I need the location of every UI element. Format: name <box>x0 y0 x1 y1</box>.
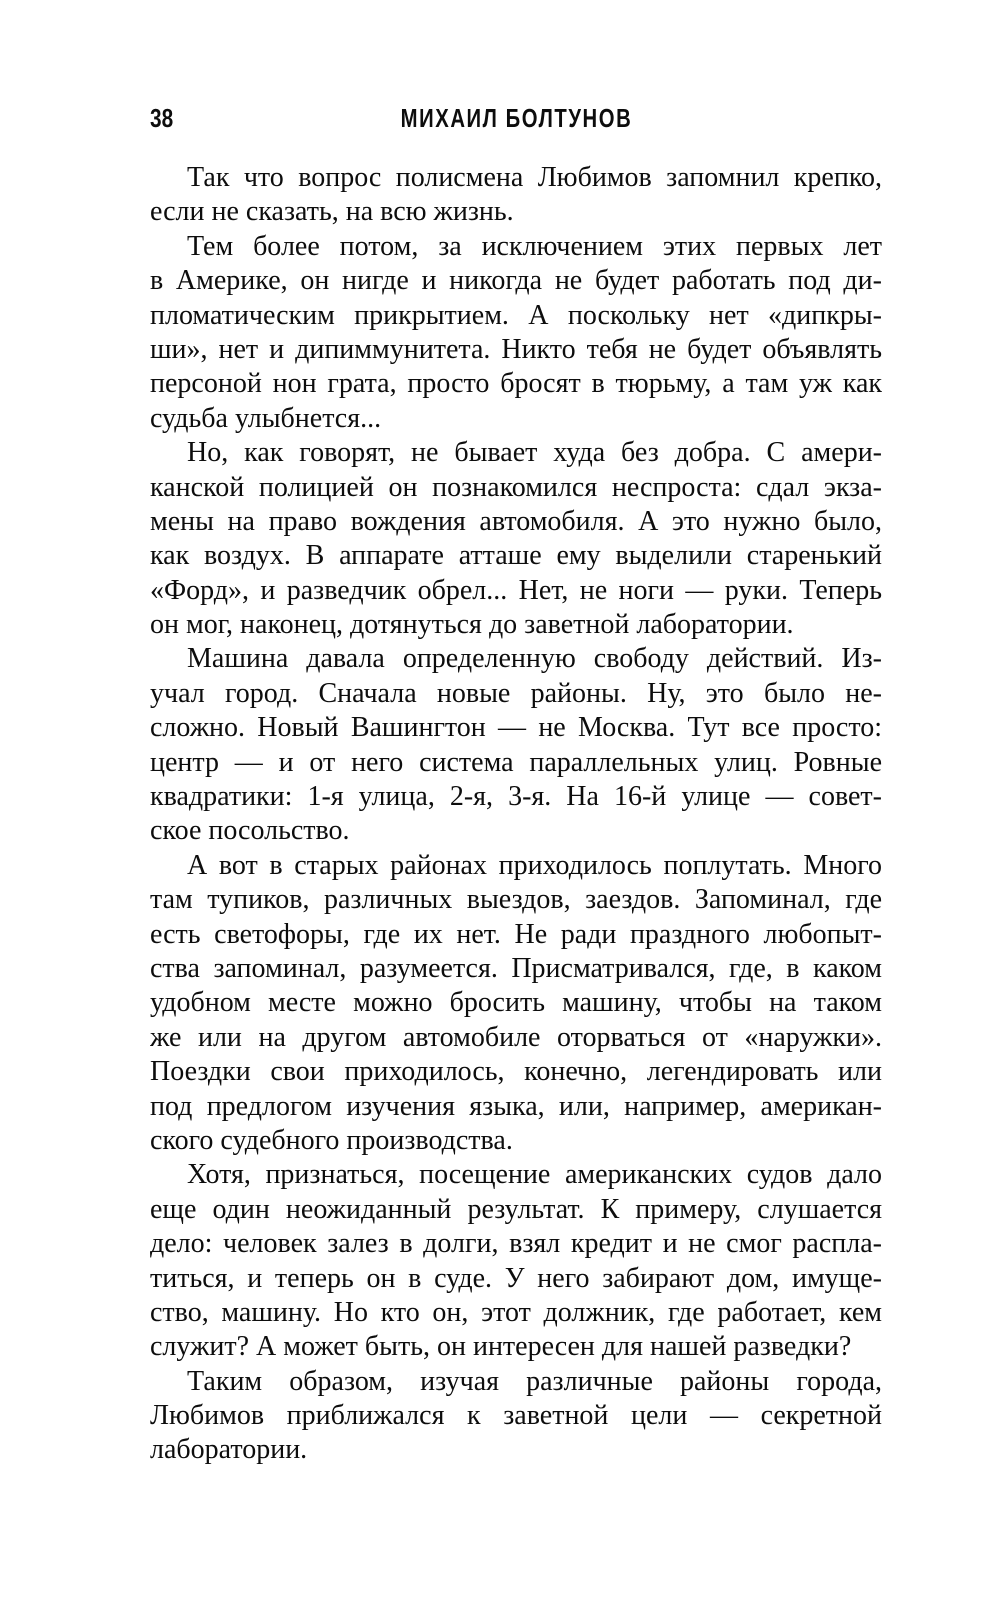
running-title: МИХАИЛ БОЛТУНОВ <box>400 103 632 133</box>
text-line: Хотя, признаться, посещение американских судов дало <box>187 1159 882 1191</box>
text-line: еще один неожиданный результат. К примеру, слушается <box>150 1193 882 1225</box>
text-line: в Америке, он нигде и никогда не будет работать под ди- <box>150 265 882 297</box>
text-line: Любимов приближался к заветной цели — секретной <box>150 1400 882 1432</box>
paragraph <box>150 849 882 1159</box>
text-line: дело: человек залез в долги, взял кредит и не смог распла- <box>150 1228 882 1260</box>
text-line: «Форд», и разведчик обрел... Нет, не ноги — руки. Теперь <box>150 574 882 606</box>
text-line: персоной нон грата, просто бросят в тюрьму, а там уж как <box>150 368 882 400</box>
text-line: лаборатории. <box>150 1434 308 1466</box>
text-line: Но, как говорят, не бывает худа без добра. С амери- <box>187 437 882 469</box>
text-line: центр — и от него система параллельных улиц. Ровные <box>150 746 882 778</box>
text-line: если не сказать, на всю жизнь. <box>150 196 514 228</box>
text-block <box>150 161 882 1468</box>
text-line: как воздух. В аппарате атташе ему выделили старенький <box>150 540 882 572</box>
text-line: удобном месте можно бросить машину, чтобы на таком <box>150 987 882 1019</box>
text-line: ское посольство. <box>150 815 350 847</box>
text-line: есть светофоры, где их нет. Не ради праздного любопыт- <box>150 918 882 950</box>
text-line: титься, и теперь он в суде. У него забирают дом, имуще- <box>150 1262 882 1294</box>
paragraph <box>150 1365 882 1468</box>
text-line: Так что вопрос полисмена Любимов запомнил крепко, <box>187 162 882 193</box>
text-line: Тем более потом, за исключением этих первых лет <box>187 230 882 262</box>
text-line: квадратики: 1-я улица, 2-я, 3-я. На 16-й улице — совет- <box>150 781 882 813</box>
page-number: 38 <box>150 103 174 133</box>
text-line: ства запоминал, разумеется. Присматривался, где, в каком <box>150 952 882 984</box>
text-line: он мог, наконец, дотянуться до заветной лаборатории. <box>150 609 794 641</box>
text-line: служит? А может быть, он интересен для нашей разведки? <box>150 1331 852 1363</box>
paragraph <box>150 436 882 642</box>
text-line: учал город. Сначала новые районы. Ну, это было не- <box>150 677 882 709</box>
running-title-wrap <box>150 103 882 134</box>
paragraph <box>150 161 882 230</box>
text-line: сложно. Новый Вашингтон — не Москва. Тут все просто: <box>150 712 882 744</box>
paragraph <box>150 642 882 848</box>
text-line: Поездки свои приходилось, конечно, легендировать или <box>150 1056 882 1088</box>
text-line: судьба улыбнется... <box>150 402 382 434</box>
text-line: ского судебного производства. <box>150 1124 513 1156</box>
text-line: мены на право вождения автомобиля. А это нужно было, <box>150 505 882 537</box>
text-line: Машина давала определенную свободу действий. Из- <box>187 643 882 675</box>
text-line: под предлогом изучения языка, или, например, американ- <box>150 1090 882 1122</box>
text-line: канской полицией он познакомился неспроста: сдал экза- <box>150 471 882 503</box>
text-line: ши», нет и дипиммунитета. Никто тебя не будет объявлять <box>150 333 882 365</box>
text-line: пломатическим прикрытием. А поскольку нет «дипкры- <box>150 299 882 331</box>
text-line: там тупиков, различных выездов, заездов. Запоминал, где <box>150 884 882 916</box>
paragraph <box>150 1158 882 1364</box>
text-line: ство, машину. Но кто он, этот должник, где работает, кем <box>150 1296 882 1328</box>
text-line: Таким образом, изучая различные районы города, <box>187 1365 882 1397</box>
text-line: же или на другом автомобиле оторваться от «наружки». <box>150 1021 882 1053</box>
text-line: А вот в старых районах приходилось поплутать. Много <box>187 849 882 881</box>
running-head <box>150 103 882 137</box>
paragraph <box>150 230 882 436</box>
